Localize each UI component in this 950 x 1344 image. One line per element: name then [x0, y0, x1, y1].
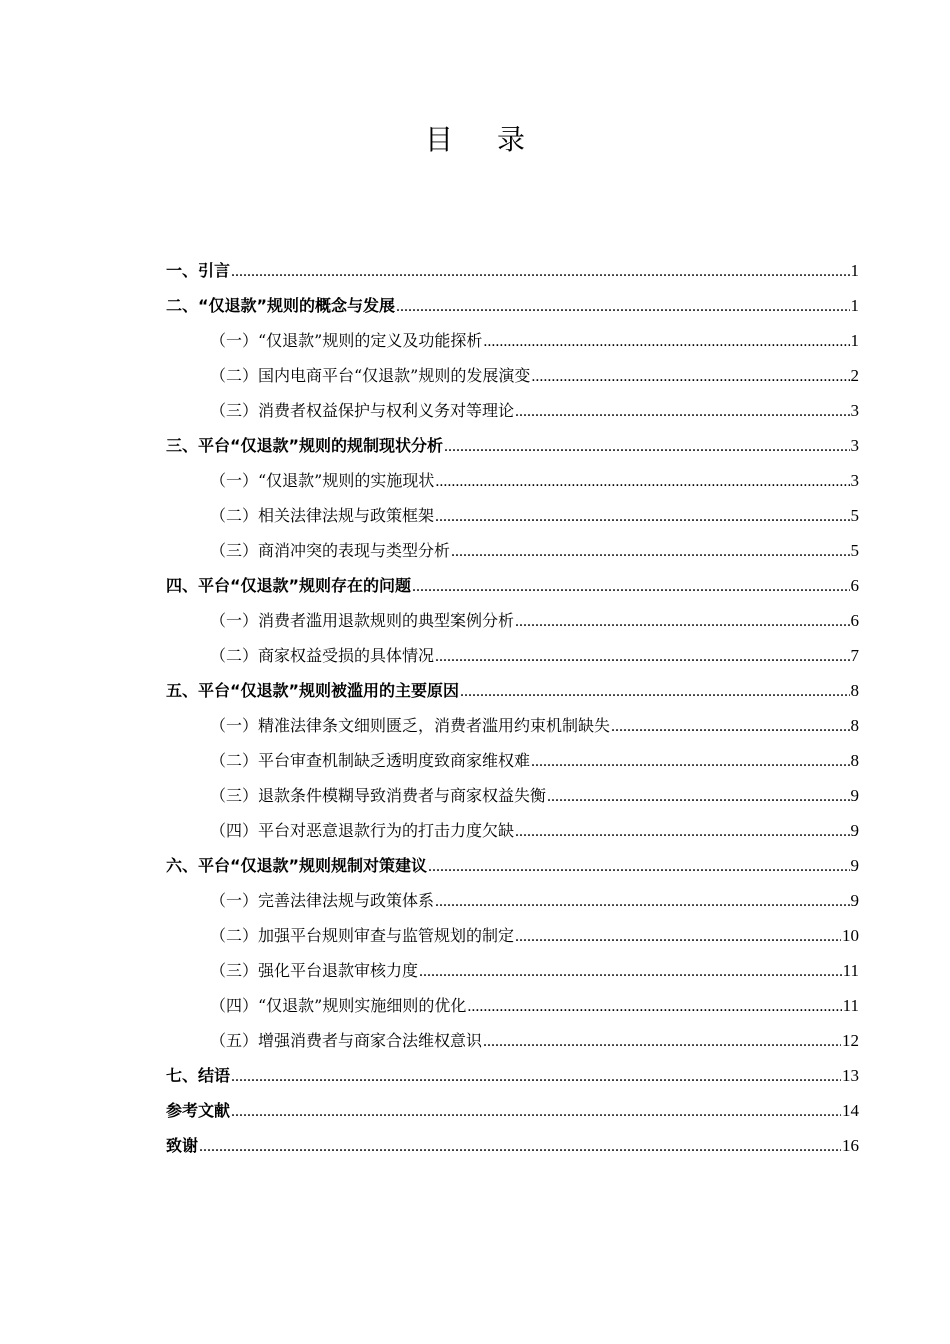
- toc-dot-leader: [483, 1024, 841, 1059]
- toc-page-number: 6: [850, 611, 859, 630]
- toc-entry-label: （二）国内电商平台“仅退款”规则的发展演变: [210, 366, 531, 385]
- toc-dot-leader: [428, 849, 849, 884]
- toc-dot-leader: [435, 499, 849, 534]
- toc-entry[interactable]: [166, 393, 859, 428]
- toc-entry-label: 四、平台“仅退款”规则存在的问题: [166, 576, 412, 595]
- toc-page-number: 3: [850, 471, 859, 490]
- toc-page-number: 6: [850, 576, 859, 595]
- toc-dot-leader: [531, 359, 849, 394]
- toc-dot-leader: [231, 1094, 841, 1129]
- toc-page-number: 8: [850, 716, 859, 735]
- toc-dot-leader: [547, 779, 849, 814]
- toc-entry[interactable]: [166, 918, 859, 953]
- toc-entry[interactable]: [166, 638, 859, 673]
- toc-entry[interactable]: [166, 253, 859, 288]
- toc-entry-label: （三）消费者权益保护与权利义务对等理论: [210, 401, 515, 420]
- toc-entry-label: 参考文献: [166, 1101, 231, 1120]
- toc-dot-leader: [435, 639, 849, 674]
- table-of-contents: [166, 253, 859, 1163]
- toc-dot-leader: [419, 954, 842, 989]
- toc-page-number: 1: [850, 296, 859, 315]
- toc-entry[interactable]: [166, 428, 859, 463]
- toc-entry-label: （一）消费者滥用退款规则的典型案例分析: [210, 611, 515, 630]
- toc-entry-label: （三）退款条件模糊导致消费者与商家权益失衡: [210, 786, 547, 805]
- toc-dot-leader: [199, 1129, 841, 1164]
- toc-entry-label: （三）商消冲突的表现与类型分析: [210, 541, 451, 560]
- toc-entry[interactable]: [166, 288, 859, 323]
- toc-dot-leader: [515, 394, 849, 429]
- title-char: 录: [497, 123, 526, 156]
- toc-dot-leader: [231, 254, 849, 289]
- toc-entry-label: （二）平台审查机制缺乏透明度致商家维权难: [210, 751, 531, 770]
- toc-page-number: 5: [850, 506, 859, 525]
- toc-entry[interactable]: [166, 498, 859, 533]
- toc-page-number: 3: [850, 401, 859, 420]
- toc-entry-label: 致谢: [166, 1136, 199, 1155]
- toc-entry-label: 七、结语: [166, 1066, 231, 1085]
- toc-entry-label: 五、平台“仅退款”规则被滥用的主要原因: [166, 681, 460, 700]
- toc-entry-label: 一、引言: [166, 261, 231, 280]
- toc-entry[interactable]: [166, 603, 859, 638]
- toc-dot-leader: [515, 919, 841, 954]
- toc-page-number: 1: [850, 261, 859, 280]
- toc-page-number: 8: [850, 751, 859, 770]
- toc-entry[interactable]: [166, 568, 859, 603]
- toc-dot-leader: [444, 429, 849, 464]
- toc-dot-leader: [483, 324, 849, 359]
- toc-dot-leader: [460, 674, 849, 709]
- toc-page-number: 3: [850, 436, 859, 455]
- toc-entry[interactable]: [166, 323, 859, 358]
- toc-entry[interactable]: [166, 1128, 859, 1163]
- toc-entry[interactable]: [166, 813, 859, 848]
- toc-dot-leader: [435, 464, 849, 499]
- toc-entry-label: （三）强化平台退款审核力度: [210, 961, 419, 980]
- toc-dot-leader: [515, 604, 849, 639]
- toc-dot-leader: [231, 1059, 841, 1094]
- toc-entry-label: 三、平台“仅退款”规则的规制现状分析: [166, 436, 444, 455]
- toc-entry[interactable]: [166, 988, 859, 1023]
- toc-page-number: 5: [850, 541, 859, 560]
- toc-dot-leader: [435, 884, 849, 919]
- toc-entry-label: （一）“仅退款”规则的定义及功能探析: [210, 331, 483, 350]
- toc-entry-label: （一）“仅退款”规则的实施现状: [210, 471, 435, 490]
- toc-dot-leader: [467, 989, 841, 1024]
- toc-page-number: 14: [842, 1101, 859, 1120]
- toc-entry-label: （二）加强平台规则审查与监管规划的制定: [210, 926, 515, 945]
- toc-entry[interactable]: [166, 743, 859, 778]
- toc-page-number: 9: [850, 786, 859, 805]
- toc-entry[interactable]: [166, 358, 859, 393]
- toc-entry-label: （一）完善法律法规与政策体系: [210, 891, 435, 910]
- toc-entry-label: （一）精准法律条文细则匮乏，消费者滥用约束机制缺失: [210, 716, 611, 735]
- toc-entry-label: （四）“仅退款”规则实施细则的优化: [210, 996, 467, 1015]
- toc-entry[interactable]: [166, 848, 859, 883]
- toc-page-number: 16: [842, 1136, 859, 1155]
- toc-entry-label: （二）相关法律法规与政策框架: [210, 506, 435, 525]
- toc-page-number: 9: [850, 856, 859, 875]
- toc-page-number: 13: [842, 1066, 859, 1085]
- toc-page-number: 1: [850, 331, 859, 350]
- toc-dot-leader: [412, 569, 849, 604]
- toc-entry[interactable]: [166, 778, 859, 813]
- toc-page-number: 11: [842, 961, 859, 980]
- toc-entry-label: 六、平台“仅退款”规则规制对策建议: [166, 856, 428, 875]
- toc-entry-label: （五）增强消费者与商家合法维权意识: [210, 1031, 483, 1050]
- toc-dot-leader: [515, 814, 849, 849]
- toc-entry-label: 二、“仅退款”规则的概念与发展: [166, 296, 396, 315]
- toc-entry[interactable]: [166, 463, 859, 498]
- toc-entry[interactable]: [166, 883, 859, 918]
- toc-page-number: 11: [842, 996, 859, 1015]
- page-title: [0, 120, 950, 160]
- toc-dot-leader: [396, 289, 849, 324]
- toc-page-number: 10: [842, 926, 859, 945]
- toc-page-number: 8: [850, 681, 859, 700]
- toc-entry-label: （二）商家权益受损的具体情况: [210, 646, 435, 665]
- toc-page-number: 12: [842, 1031, 859, 1050]
- toc-page-number: 9: [850, 821, 859, 840]
- toc-entry[interactable]: [166, 533, 859, 568]
- toc-dot-leader: [611, 709, 849, 744]
- toc-entry[interactable]: [166, 708, 859, 743]
- toc-entry[interactable]: [166, 1093, 859, 1128]
- toc-dot-leader: [451, 534, 849, 569]
- toc-page-number: 2: [850, 366, 859, 385]
- title-char: 目: [424, 123, 453, 156]
- toc-entry-label: （四）平台对恶意退款行为的打击力度欠缺: [210, 821, 515, 840]
- toc-entry[interactable]: [166, 673, 859, 708]
- toc-entry[interactable]: [166, 1023, 859, 1058]
- toc-entry[interactable]: [166, 953, 859, 988]
- toc-page-number: 7: [850, 646, 859, 665]
- toc-page-number: 9: [850, 891, 859, 910]
- toc-entry[interactable]: [166, 1058, 859, 1093]
- toc-dot-leader: [531, 744, 849, 779]
